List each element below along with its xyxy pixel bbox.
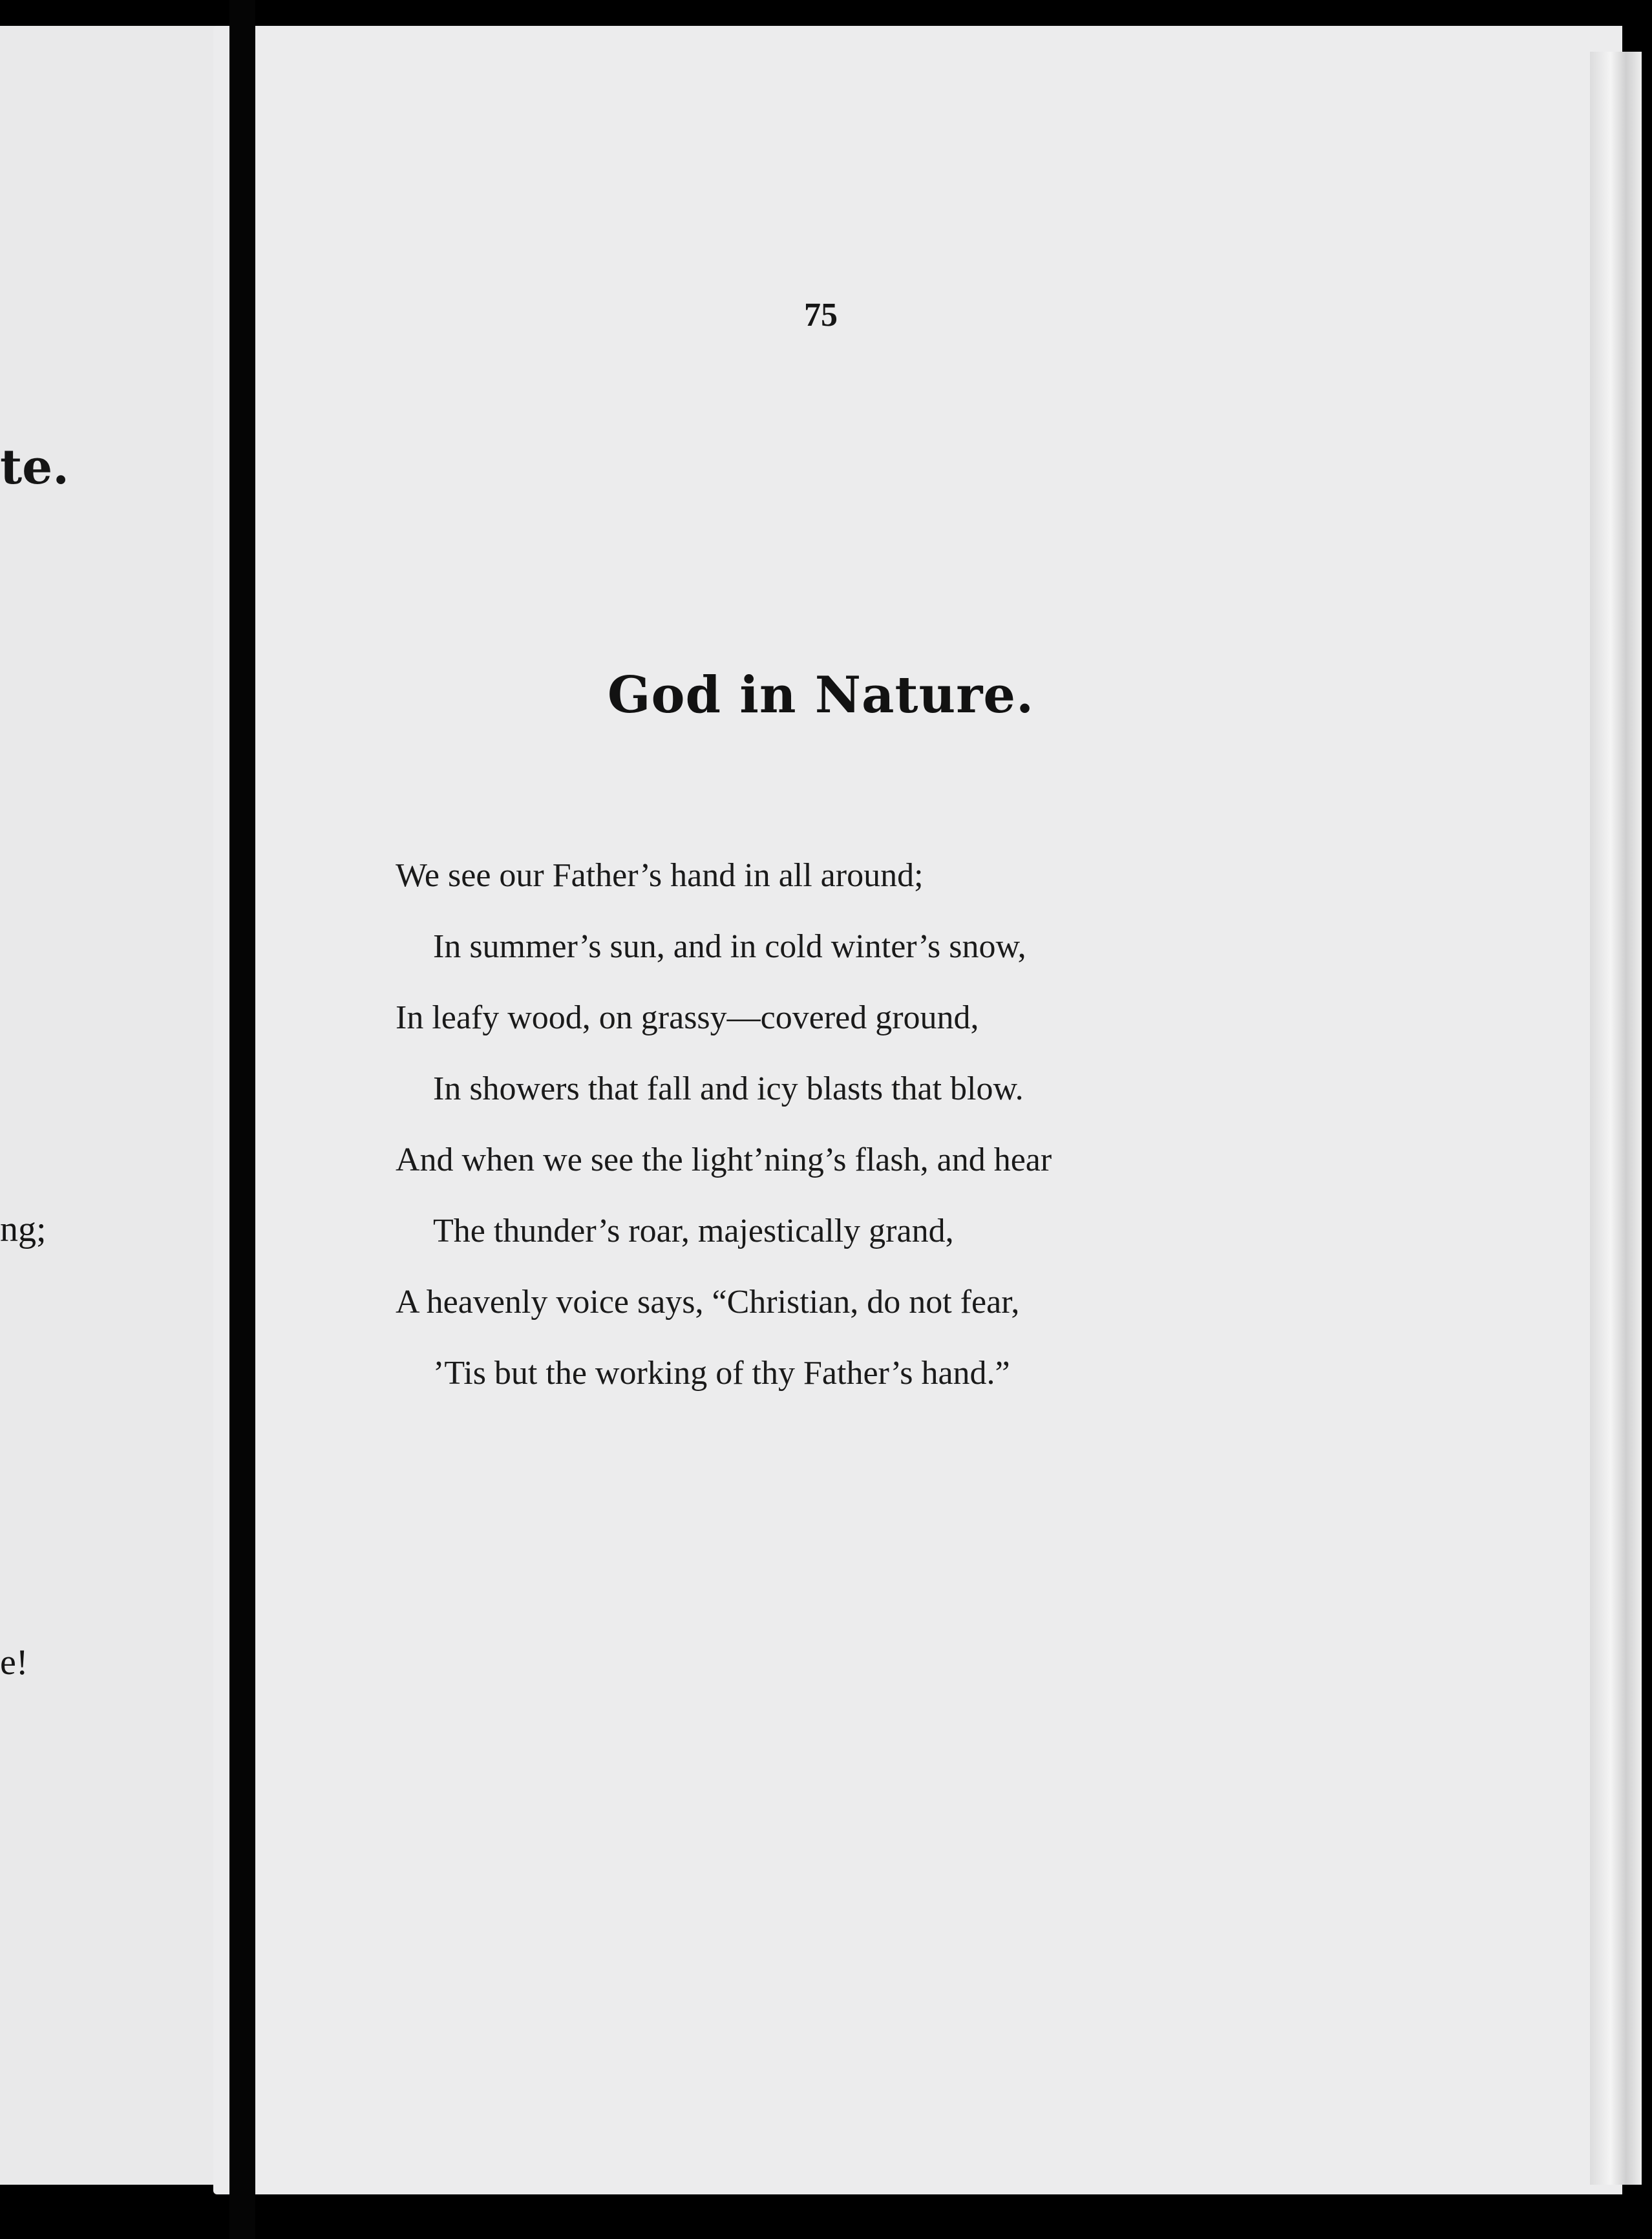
poem-line: In summer’s sun, and in cold winter’s snow, — [433, 928, 1026, 965]
facing-page-text-fragment: ng; — [0, 1209, 47, 1249]
poem-line: ’Tis but the working of thy Father’s hand.” — [433, 1355, 1010, 1392]
poem-title: God in Nature. — [607, 666, 1035, 725]
page-number: 75 — [804, 297, 838, 334]
page-edge — [1590, 52, 1642, 2185]
poem-line: We see our Father’s hand in all around; — [396, 857, 924, 894]
facing-page-text-fragment: e! — [0, 1642, 28, 1682]
poem-line: The thunder’s roar, majestically grand, — [433, 1213, 954, 1249]
poem-body — [396, 840, 1236, 1409]
facing-page — [0, 26, 229, 2185]
poem-line: In leafy wood, on grassy—covered ground, — [396, 999, 979, 1036]
facing-page-heading-fragment: te. — [0, 440, 70, 495]
book-gutter — [229, 0, 255, 2239]
poem-line: A heavenly voice says, “Christian, do not fear, — [396, 1284, 1020, 1321]
poem-line: In showers that fall and icy blasts that blow. — [433, 1070, 1024, 1107]
poem-line: And when we see the light’ning’s flash, and hear — [396, 1141, 1052, 1178]
